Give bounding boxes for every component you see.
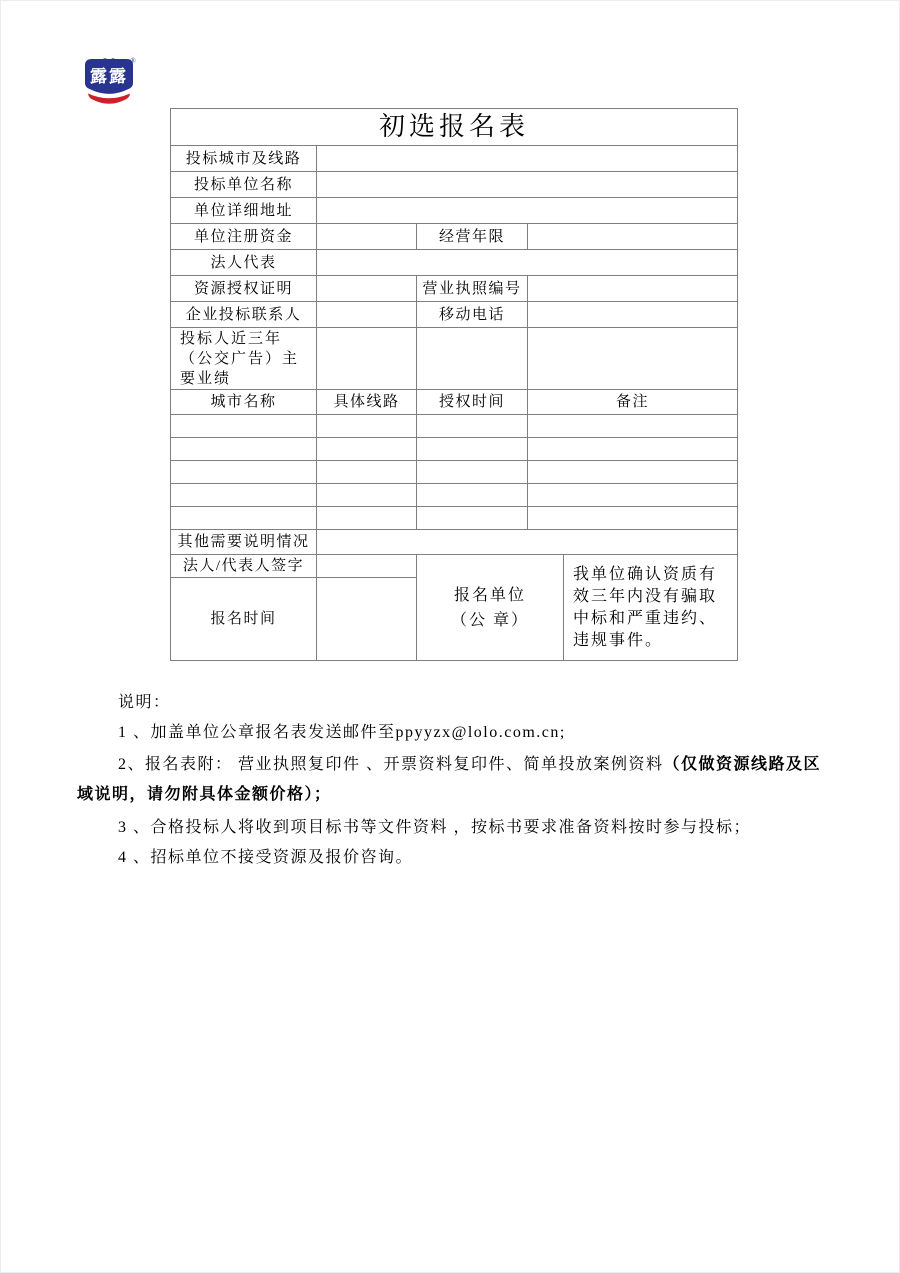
seal-unit-cell: [417, 555, 564, 661]
label-bid-city-route: 投标城市及线路: [171, 146, 317, 172]
label-license-no: 营业执照编号: [417, 276, 528, 302]
notes-heading: 说明：: [118, 694, 171, 711]
row-perf-headers: [171, 390, 738, 415]
note-item-3: 3 、合格投标人将收到项目标书等文件资料 ，按标书要求准备资料按时参与投标；: [118, 819, 752, 836]
seal-unit-line2: （公 章）: [450, 611, 529, 629]
input-mobile-phone[interactable]: [528, 302, 738, 328]
perf-cell[interactable]: [317, 438, 417, 461]
perf-cell[interactable]: [528, 461, 738, 484]
input-other-notes[interactable]: [317, 530, 738, 555]
row-legal-rep: [171, 250, 738, 276]
input-license-no[interactable]: [528, 276, 738, 302]
row-contact-phone: [171, 302, 738, 328]
label-signature: 法人/代表人签字: [171, 555, 317, 578]
input-resource-auth[interactable]: [317, 276, 417, 302]
logo-registered-icon: ®: [130, 57, 136, 65]
logo-wave-shape: [88, 94, 130, 104]
note-item-4: 4 、招标单位不接受资源及报价咨询。: [118, 849, 414, 866]
header-city-name: 城市名称: [171, 390, 317, 415]
perf-cell[interactable]: [528, 507, 738, 530]
perf-empty-row: [171, 461, 738, 484]
perf-cell[interactable]: [171, 461, 317, 484]
perf-cell[interactable]: [317, 461, 417, 484]
row-capital-years: [171, 224, 738, 250]
input-bid-contact[interactable]: [317, 302, 417, 328]
note-item-2-bold: （仅做资源线路及区域说明，请勿附具体金额价格）；: [77, 756, 822, 803]
declaration-cell: 我单位确认资质有效三年内没有骗取中标和严重违约、违规事件。: [564, 555, 738, 661]
input-performance-2[interactable]: [417, 328, 528, 390]
row-auth-license: [171, 276, 738, 302]
perf-cell[interactable]: [171, 507, 317, 530]
header-auth-time: 授权时间: [417, 390, 528, 415]
label-bidder-name: 投标单位名称: [171, 172, 317, 198]
perf-cell[interactable]: [528, 484, 738, 507]
input-performance-3[interactable]: [528, 328, 738, 390]
label-bid-contact: 企业投标联系人: [171, 302, 317, 328]
perf-cell[interactable]: [528, 438, 738, 461]
perf-cell[interactable]: [417, 438, 528, 461]
signature-time-left-block: [171, 555, 417, 661]
input-business-years[interactable]: [528, 224, 738, 250]
row-performance: [171, 328, 738, 390]
input-legal-rep[interactable]: [317, 250, 738, 276]
label-reg-time: 报名时间: [171, 578, 317, 661]
row-other-notes: [171, 530, 738, 555]
perf-cell[interactable]: [417, 507, 528, 530]
input-bidder-name[interactable]: [317, 172, 738, 198]
row-signature-time: [171, 555, 738, 661]
perf-cell[interactable]: [317, 507, 417, 530]
seal-unit-line1: 报名单位: [453, 586, 526, 604]
input-registered-capital[interactable]: [317, 224, 417, 250]
input-signature[interactable]: [317, 555, 417, 578]
perf-empty-row: [171, 415, 738, 438]
perf-cell[interactable]: [317, 484, 417, 507]
perf-cell[interactable]: [417, 415, 528, 438]
lulu-brand-logo: [79, 55, 139, 109]
note-item-1: 1 、加盖单位公章报名表发送邮件至ppyyzx@lolo.com.cn;: [118, 724, 566, 741]
perf-cell[interactable]: [171, 438, 317, 461]
perf-cell[interactable]: [317, 415, 417, 438]
label-business-years: 经营年限: [417, 224, 528, 250]
form-title: 初选报名表: [171, 109, 738, 146]
input-bid-city-route[interactable]: [317, 146, 738, 172]
perf-empty-row: [171, 507, 738, 530]
note-item-2-text: 2、报名表附： 营业执照复印件 、开票资料复印件、简单投放案例资料: [118, 756, 664, 773]
header-specific-route: 具体线路: [317, 390, 417, 415]
perf-cell[interactable]: [528, 415, 738, 438]
label-mobile-phone: 移动电话: [417, 302, 528, 328]
note-item-2: [77, 750, 825, 810]
row-bidder-name: [171, 172, 738, 198]
row-bid-city-route: [171, 146, 738, 172]
registration-form-table: [170, 108, 738, 661]
perf-empty-row: [171, 438, 738, 461]
logo-brand-text: 露露: [90, 67, 128, 86]
row-unit-address: [171, 198, 738, 224]
notes-section: [77, 688, 825, 873]
label-resource-auth: 资源授权证明: [171, 276, 317, 302]
label-unit-address: 单位详细地址: [171, 198, 317, 224]
title-row: [171, 109, 738, 146]
header-remarks: 备注: [528, 390, 738, 415]
label-performance: 投标人近三年（公交广告）主要业绩: [171, 328, 317, 390]
label-registered-capital: 单位注册资金: [171, 224, 317, 250]
perf-cell[interactable]: [417, 484, 528, 507]
label-other-notes: 其他需要说明情况: [171, 530, 317, 555]
label-legal-rep: 法人代表: [171, 250, 317, 276]
perf-cell[interactable]: [171, 415, 317, 438]
input-performance-1[interactable]: [317, 328, 417, 390]
input-reg-time[interactable]: [317, 578, 417, 661]
perf-cell[interactable]: [417, 461, 528, 484]
perf-empty-row: [171, 484, 738, 507]
perf-cell[interactable]: [171, 484, 317, 507]
input-unit-address[interactable]: [317, 198, 738, 224]
